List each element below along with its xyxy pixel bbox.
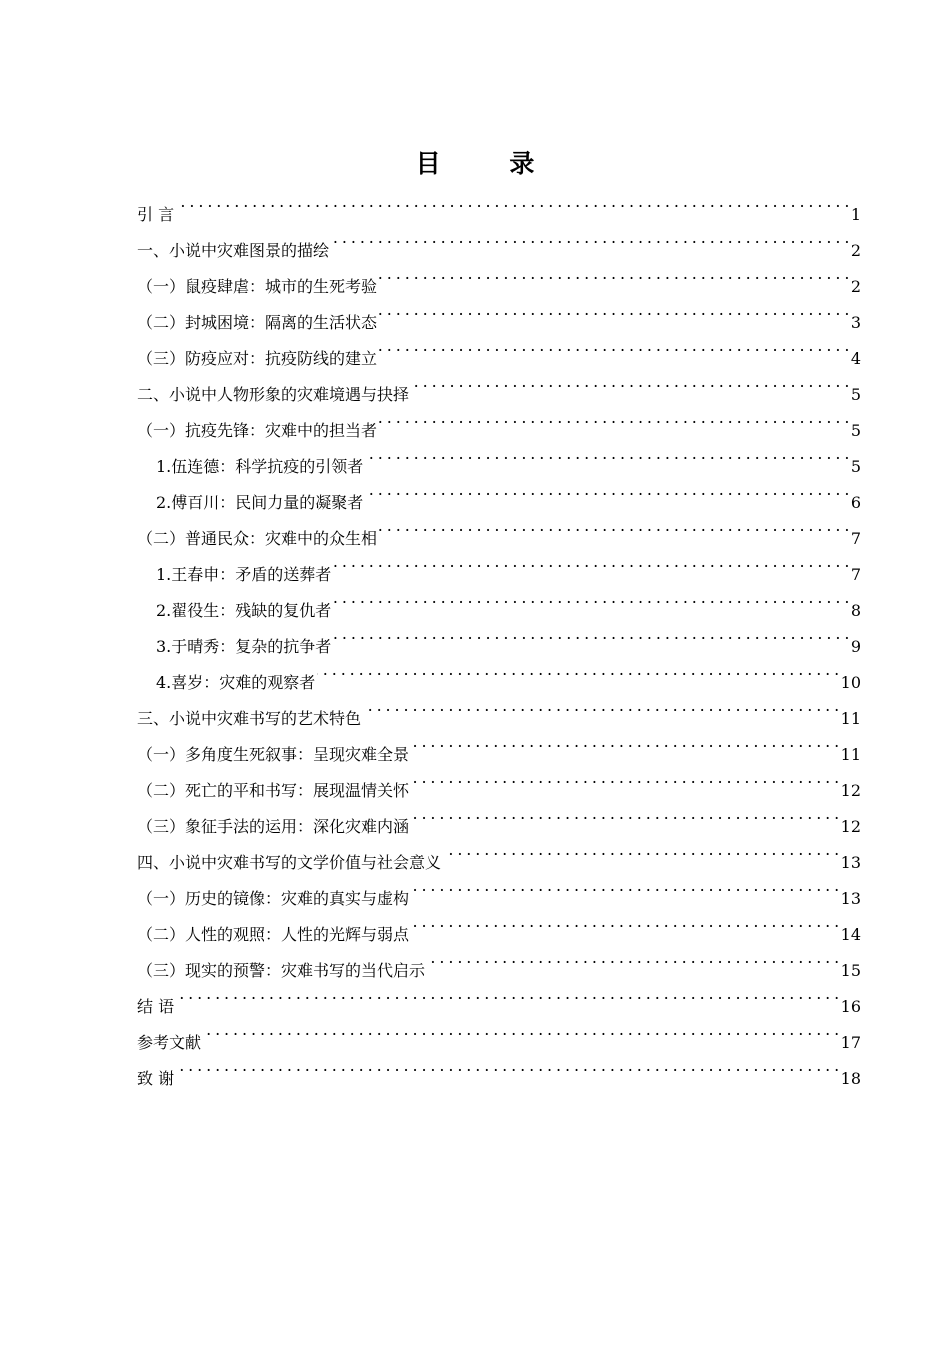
toc-dot-leader xyxy=(333,544,849,580)
toc-dot-leader xyxy=(443,832,839,868)
toc-dot-leader xyxy=(176,1048,839,1084)
toc-entry-page-number: 9 xyxy=(850,637,861,656)
toc-dot-leader xyxy=(331,220,849,256)
toc-entry-label: （二）普通民众：灾难中的众生相 xyxy=(137,529,378,548)
toc-entry-label: 结 语 xyxy=(137,997,175,1016)
toc-entry-label: 2.翟役生：残缺的复仇者 xyxy=(156,601,332,620)
toc-dot-leader xyxy=(379,292,849,328)
toc-entry-page-number: 15 xyxy=(840,961,861,980)
toc-entry-label: （三）防疫应对：抗疫防线的建立 xyxy=(137,349,378,368)
toc-entry-page-number: 4 xyxy=(850,349,861,368)
toc-dot-leader xyxy=(365,436,849,472)
toc-entry-page-number: 18 xyxy=(840,1069,861,1088)
toc-dot-leader xyxy=(379,508,849,544)
toc-entry-label: 参考文献 xyxy=(137,1033,202,1052)
toc-entry-page-number: 11 xyxy=(840,745,861,764)
toc-entry-label: （一）鼠疫肆虐：城市的生死考验 xyxy=(137,277,378,296)
toc-entry-page-number: 5 xyxy=(850,385,861,404)
toc-dot-leader xyxy=(379,400,849,436)
toc-entry-label: （二）封城困境：隔离的生活状态 xyxy=(137,313,378,332)
toc-entry-page-number: 3 xyxy=(850,313,861,332)
toc-entry-label: 1.王春申：矛盾的送葬者 xyxy=(156,565,332,584)
toc-dot-leader xyxy=(333,616,849,652)
toc-dot-leader xyxy=(411,724,839,760)
toc-entry-page-number: 7 xyxy=(850,529,861,548)
toc-dot-leader xyxy=(365,472,849,508)
toc-entry-page-number: 10 xyxy=(840,673,861,692)
toc-entry-label: 2.傅百川：民间力量的凝聚者 xyxy=(156,493,364,512)
toc-entry-label: 3.于晴秀：复杂的抗争者 xyxy=(156,637,332,656)
toc-entry-label: （三）象征手法的运用：深化灾难内涵 xyxy=(137,817,410,836)
toc-entry-label: 三、小说中灾难书写的艺术特色 xyxy=(137,709,362,728)
toc-dot-leader xyxy=(333,580,849,616)
toc-entry-page-number: 5 xyxy=(850,457,861,476)
toc-dot-leader xyxy=(203,1012,839,1048)
toc-entry-page-number: 5 xyxy=(850,421,861,440)
toc-dot-leader xyxy=(411,364,849,400)
toc-entry-label: 二、小说中人物形象的灾难境遇与抉择 xyxy=(137,385,410,404)
toc-entry-label: （三）现实的预警：灾难书写的当代启示 xyxy=(137,961,426,980)
toc-entry-label: （二）死亡的平和书写：展现温情关怀 xyxy=(137,781,410,800)
toc-entry-page-number: 2 xyxy=(850,241,861,260)
toc-dot-leader xyxy=(411,904,839,940)
toc-dot-leader xyxy=(411,796,839,832)
toc-entry-label: （一）多角度生死叙事：呈现灾难全景 xyxy=(137,745,410,764)
toc-entry-page-number: 13 xyxy=(840,889,861,908)
toc-entry-page-number: 12 xyxy=(840,817,861,836)
toc-entry[interactable] xyxy=(137,1048,861,1088)
toc-entry-label: 4.喜岁：灾难的观察者 xyxy=(156,673,316,692)
toc-entry-label: 1.伍连德：科学抗疫的引领者 xyxy=(156,457,364,476)
toc-entry-page-number: 13 xyxy=(840,853,861,872)
toc-title: 目 录 xyxy=(415,149,565,178)
toc-entry-page-number: 7 xyxy=(850,565,861,584)
toc-list xyxy=(137,184,861,1088)
toc-entry[interactable] xyxy=(137,976,861,1016)
toc-dot-leader xyxy=(427,940,839,976)
toc-dot-leader xyxy=(176,976,839,1012)
toc-entry-label: 引 言 xyxy=(137,205,175,224)
toc-dot-leader xyxy=(411,760,839,796)
toc-dot-leader xyxy=(176,184,849,220)
toc-entry[interactable] xyxy=(137,184,861,224)
toc-dot-leader xyxy=(379,328,849,364)
toc-entry-label: （二）人性的观照：人性的光辉与弱点 xyxy=(137,925,410,944)
toc-dot-leader xyxy=(363,688,839,724)
toc-entry[interactable] xyxy=(137,1012,861,1052)
toc-entry-page-number: 12 xyxy=(840,781,861,800)
toc-entry-page-number: 11 xyxy=(840,709,861,728)
toc-entry-page-number: 1 xyxy=(850,205,861,224)
toc-entry-page-number: 2 xyxy=(850,277,861,296)
toc-entry-label: （一）抗疫先锋：灾难中的担当者 xyxy=(137,421,378,440)
toc-entry-page-number: 16 xyxy=(840,997,861,1016)
toc-dot-leader xyxy=(379,256,849,292)
toc-entry-page-number: 8 xyxy=(850,601,861,620)
toc-entry-page-number: 14 xyxy=(840,925,861,944)
toc-dot-leader xyxy=(317,652,838,688)
toc-entry-page-number: 6 xyxy=(850,493,861,512)
toc-dot-leader xyxy=(411,868,839,904)
toc-entry-page-number: 17 xyxy=(840,1033,861,1052)
toc-entry-label: 四、小说中灾难书写的文学价值与社会意义 xyxy=(137,853,442,872)
toc-entry-label: （一）历史的镜像：灾难的真实与虚构 xyxy=(137,889,410,908)
toc-entry[interactable] xyxy=(137,220,861,260)
toc-entry-label: 致 谢 xyxy=(137,1069,175,1088)
toc-entry-label: 一、小说中灾难图景的描绘 xyxy=(137,241,330,260)
